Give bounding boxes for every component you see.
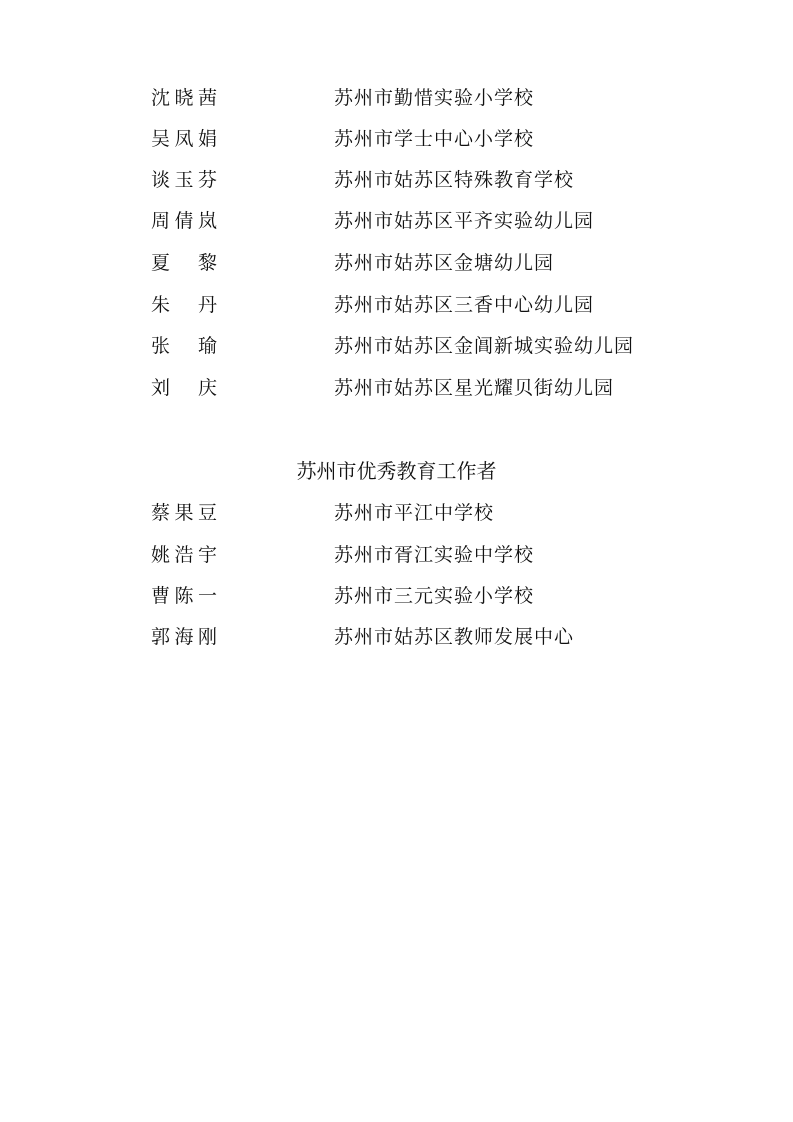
school-name: 苏州市姑苏区特殊教育学校 [334, 169, 575, 191]
person-name: 曹陈一 [151, 585, 217, 607]
section-heading: 苏州市优秀教育工作者 [296, 459, 497, 483]
school-name: 苏州市姑苏区平齐实验幼儿园 [334, 210, 595, 232]
school-name: 苏州市学士中心小学校 [334, 128, 535, 150]
list-item [0, 370, 793, 406]
person-name: 谈玉芬 [151, 169, 217, 191]
person-name: 张 瑜 [151, 335, 217, 357]
school-name: 苏州市平江中学校 [334, 502, 495, 524]
person-name: 夏 黎 [151, 252, 217, 274]
person-name: 吴凤娟 [151, 128, 217, 150]
school-name: 苏州市姑苏区金塘幼儿园 [334, 252, 555, 274]
person-name: 蔡果豆 [151, 502, 217, 524]
school-name: 苏州市勤惜实验小学校 [334, 87, 535, 109]
school-name: 苏州市三元实验小学校 [334, 585, 535, 607]
list-item [0, 619, 793, 655]
school-name: 苏州市姑苏区星光耀贝街幼儿园 [334, 377, 615, 399]
list-item [0, 162, 793, 198]
school-name: 苏州市姑苏区教师发展中心 [334, 626, 575, 648]
list-item [0, 80, 793, 116]
school-name: 苏州市姑苏区三香中心幼儿园 [334, 294, 595, 316]
list-item [0, 121, 793, 157]
list-item [0, 495, 793, 531]
person-name: 朱 丹 [151, 294, 217, 316]
list-item [0, 287, 793, 323]
person-name: 刘 庆 [151, 377, 217, 399]
school-name: 苏州市胥江实验中学校 [334, 544, 535, 566]
school-name: 苏州市姑苏区金阊新城实验幼儿园 [334, 335, 635, 357]
person-name: 郭海刚 [151, 626, 217, 648]
list-item [0, 537, 793, 573]
list-item [0, 245, 793, 281]
list-item [0, 578, 793, 614]
person-name: 姚浩宇 [151, 544, 217, 566]
list-item [0, 328, 793, 364]
list-item [0, 203, 793, 239]
person-name: 沈晓茜 [151, 87, 217, 109]
person-name: 周倩岚 [151, 210, 217, 232]
